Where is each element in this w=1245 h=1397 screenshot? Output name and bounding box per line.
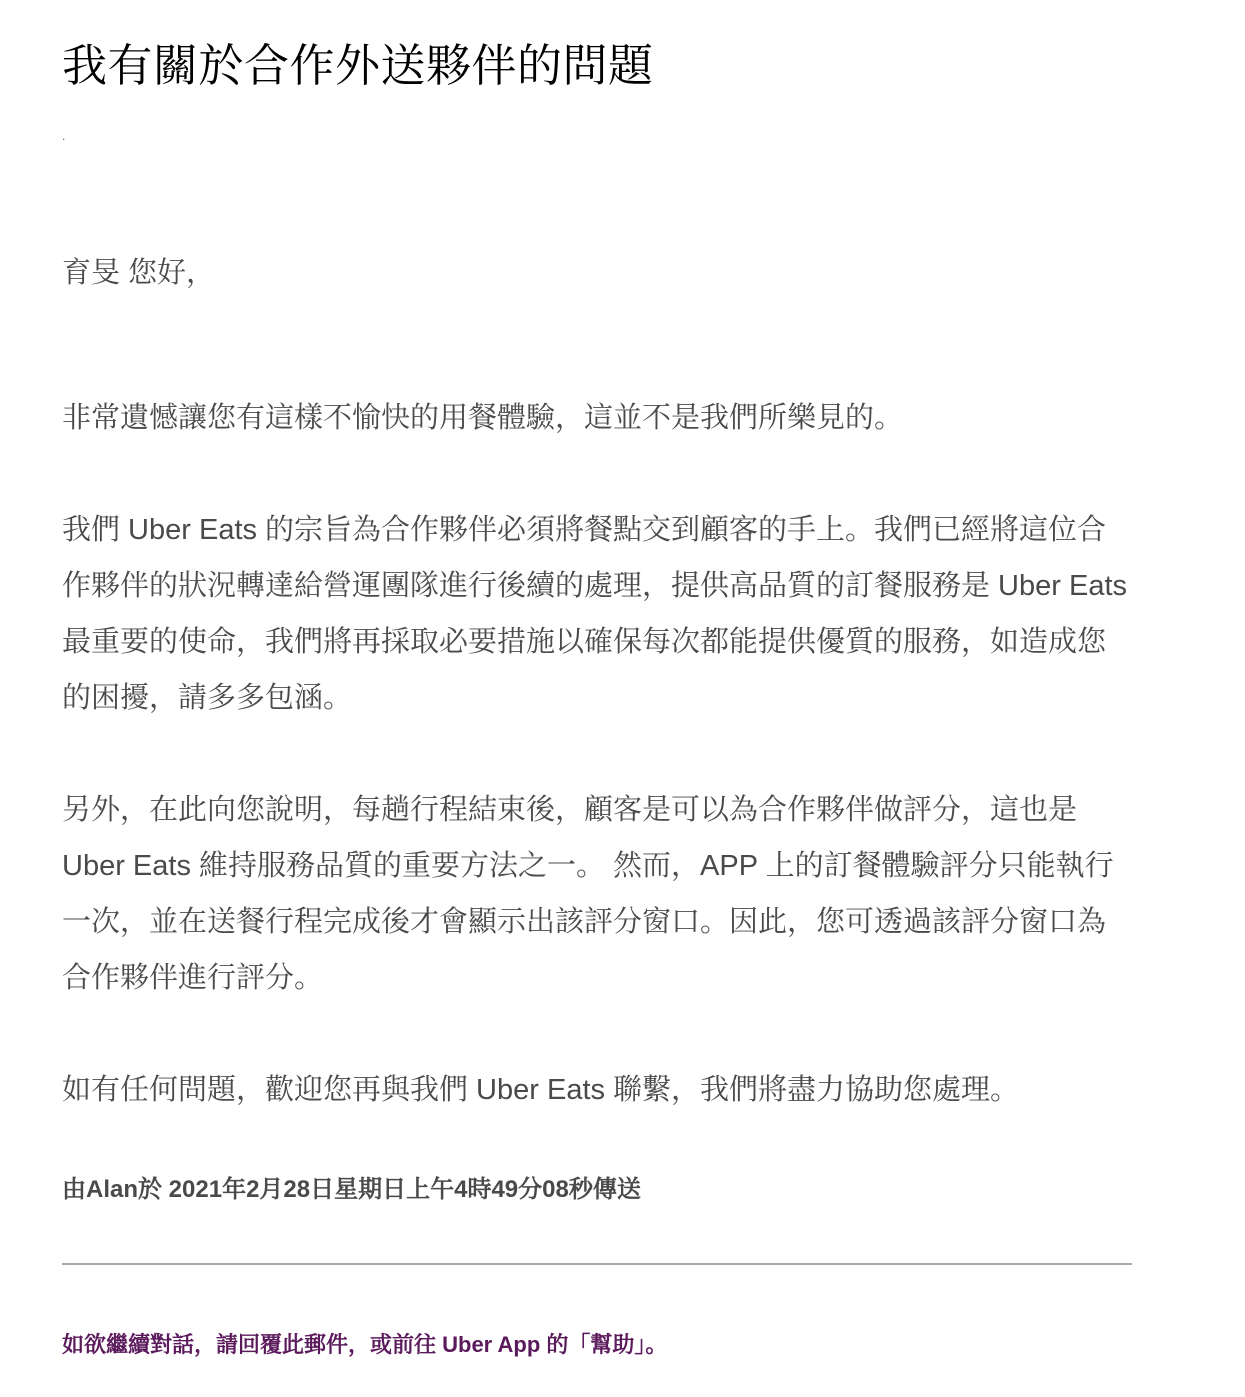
divider xyxy=(62,1263,1132,1265)
footer-note: 如欲繼續對話，請回覆此郵件，或前往 Uber App 的「幫助」。 xyxy=(62,1332,668,1357)
body-paragraph-policy: 我們 Uber Eats 的宗旨為合作夥伴必須將餐點交到顧客的手上。我們已經將這位合作夥伴的狀況轉達給營運團隊進行後續的處理，提供高品質的訂餐服務是 Uber Eats 最重要的使命，我們將再採取必要措施以確保每次都能提供優質的服務，如造成您的困擾，請多多包涵。 xyxy=(62,514,1128,714)
sent-by-info: 由Alan於 2021年2月28日星期日上午4時49分08秒傳送 xyxy=(62,1176,641,1203)
separator-dot: . xyxy=(62,129,66,143)
email-subject: 我有關於合作外送夥伴的問題 xyxy=(62,40,654,91)
body-paragraph-rating: 另外，在此向您說明，每趟行程結束後，顧客是可以為合作夥伴做評分，這也是 Uber Eats 維持服務品質的重要方法之一。 然而，APP 上的訂餐體驗評分只能執行一次，並在送餐行程完成後才會顯示出該評分窗口。因此，您可透過該評分窗口為合作夥伴進行評分。 xyxy=(62,794,1114,994)
body-paragraph-apology: 非常遺憾讓您有這樣不愉快的用餐體驗，這並不是我們所樂見的。 xyxy=(62,402,904,434)
body-paragraph-contact: 如有任何問題，歡迎您再與我們 Uber Eats 聯繫，我們將盡力協助您處理。 xyxy=(62,1074,1020,1106)
greeting: 育旻 您好， xyxy=(62,257,216,289)
